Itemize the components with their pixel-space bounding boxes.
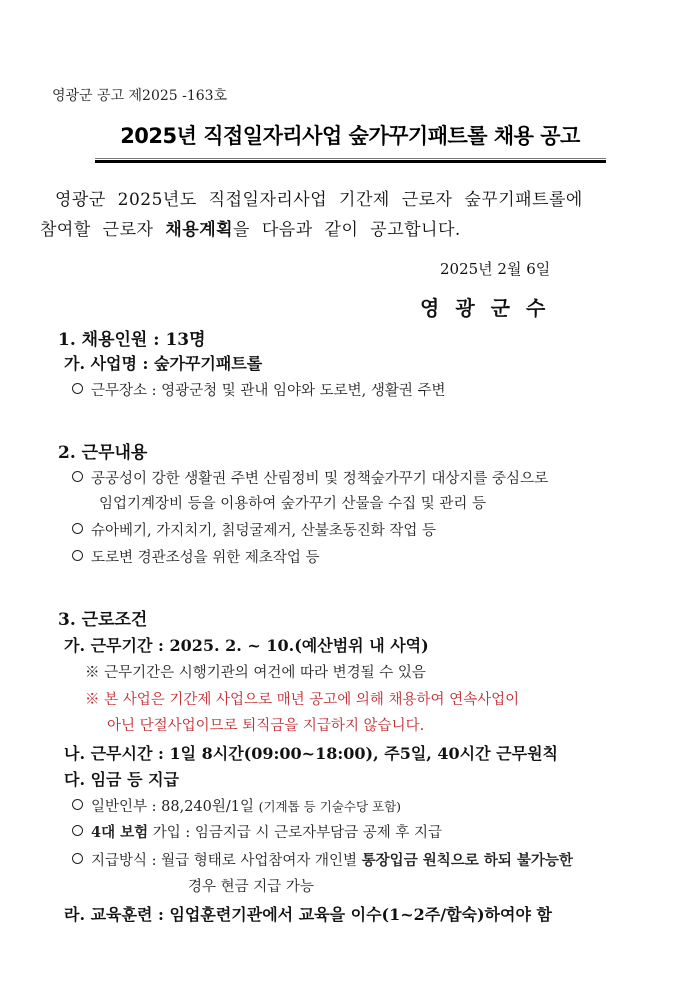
intro-line-1: [55, 185, 583, 210]
section-3-warning-line-2: 아닌 단절사업이므로 퇴직금을 지급하지 않습니다.: [107, 718, 425, 734]
section-1-item-1: [72, 379, 446, 400]
section-3-note-1: ※ 근무기간은 시행기관의 여건에 따라 변경될 수 있음: [85, 665, 426, 681]
document-title: 2025년 직접일자리사업 숲가꾸기패트롤 채용 공고: [120, 124, 580, 148]
section-3-heading: 3. 근로조건: [58, 610, 148, 630]
insurance-item: [72, 821, 442, 842]
circle-bullet-icon: [72, 799, 83, 810]
title-rule-thin: [95, 158, 606, 159]
circle-bullet-icon: [72, 853, 83, 864]
section-2-item-1-cont: 임업기계장비 등을 이용하여 숲가꾸기 산물을 수집 및 관리 등: [99, 496, 487, 512]
insurance-bold: 4대 보험: [91, 824, 149, 841]
intro-text-2a: 참여할 근로자: [40, 220, 166, 240]
intro-line-2: [40, 215, 461, 240]
section-2-item-3-text: 도로변 경관조성을 위한 제초작업 등: [91, 550, 320, 566]
wage-note: (기계톱 등 기술수당 포함): [258, 799, 402, 814]
section-3-sub-c: 다. 임금 등 지급: [64, 770, 180, 789]
section-3-sub-d: 라. 교육훈련 : 임업훈련기관에서 교육을 이수(1~2주/합숙)하여야 함: [64, 905, 552, 924]
notice-number: 영광군 공고 제2025 -163호: [52, 88, 228, 104]
section-2-item-1: [72, 467, 548, 488]
intro-text-2b: 을 다음과 같이 공고합니다.: [233, 220, 461, 240]
section-1-heading: 1. 채용인원 : 13명: [58, 330, 206, 350]
circle-bullet-icon: [72, 471, 83, 482]
section-2-item-2: [72, 519, 436, 540]
section-3-sub-a: 가. 근무기간 : 2025. 2. ~ 10.(예산범위 내 사역): [64, 636, 429, 655]
section-2-heading: 2. 근무내용: [58, 443, 148, 463]
section-2-item-2-text: 슈아베기, 가지치기, 칡덩굴제거, 산불초동진화 작업 등: [91, 523, 437, 539]
insurance-text: 가입 : 임금지급 시 근로자부담금 공제 후 지급: [148, 825, 443, 841]
section-2-item-1-text: 공공성이 강한 생활권 주변 산림정비 및 정책숲가꾸기 대상지를 중심으로: [91, 471, 549, 487]
section-1-item-1-text: 근무장소 : 영광군청 및 관내 임야와 도로변, 생활권 주변: [91, 383, 446, 399]
intro-text-1: 영광군 2025년도 직접일자리사업 기간제 근로자 숲꾸기패트롤에: [55, 190, 583, 210]
section-1-sub-a: 가. 사업명 : 숲가꾸기패트롤: [64, 354, 263, 373]
section-3-warning-line-1: ※ 본 사업은 기간제 사업으로 매년 공고에 의해 채용하여 연속사업이: [85, 692, 520, 708]
circle-bullet-icon: [72, 825, 83, 836]
wage-text: 일반인부 : 88,240원/1일: [91, 799, 259, 815]
intro-text-2-bold: 채용계획: [165, 220, 234, 240]
signer: 영광군수: [420, 296, 562, 320]
payment-text: 지급방식 : 월급 형태로 사업참여자 개인별: [91, 853, 362, 869]
payment-bold: 통장입금 원칙으로 하되 불가능한: [361, 852, 573, 869]
section-3-sub-b: 나. 근무시간 : 1일 8시간(09:00~18:00), 주5일, 40시간 근무원칙: [64, 744, 558, 763]
payment-item-cont: 경우 현금 지급 가능: [188, 879, 314, 895]
title-rule-thick: [95, 160, 606, 163]
notice-date: 2025년 2월 6일: [440, 260, 551, 278]
wage-item: [72, 795, 401, 816]
circle-bullet-icon: [72, 523, 83, 534]
payment-item: [72, 849, 573, 870]
section-2-item-3: [72, 546, 320, 567]
circle-bullet-icon: [72, 383, 83, 394]
circle-bullet-icon: [72, 550, 83, 561]
